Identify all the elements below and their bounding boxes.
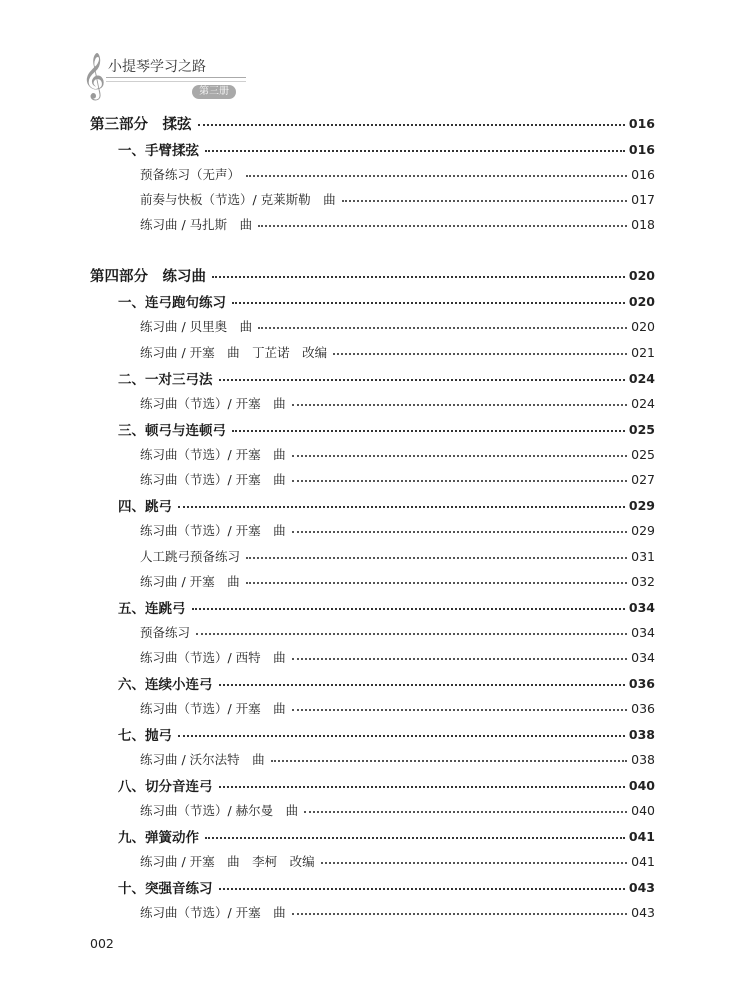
dot-leader	[246, 582, 627, 584]
toc-item[interactable]: 练习曲 / 贝里奥 曲 020	[140, 318, 655, 334]
toc-item[interactable]: 练习曲 / 开塞 曲 李柯 改编 041	[140, 853, 655, 869]
dot-leader	[246, 557, 627, 559]
toc-item[interactable]: 练习曲 / 开塞 曲 丁芷诺 改编 021	[140, 344, 655, 360]
page-number: 002	[90, 936, 114, 951]
toc-item[interactable]: 练习曲 / 开塞 曲 032	[140, 573, 655, 589]
dot-leader	[304, 811, 627, 813]
toc-section[interactable]: 六、连续小连弓 036	[118, 675, 655, 693]
dot-leader	[178, 735, 625, 737]
toc-section[interactable]: 十、突强音练习 043	[118, 879, 655, 897]
dot-leader	[212, 276, 625, 278]
dot-leader	[205, 837, 625, 839]
dot-leader	[292, 913, 627, 915]
toc-section[interactable]: 五、连跳弓 034	[118, 599, 655, 617]
dot-leader	[292, 658, 627, 660]
toc-item[interactable]: 练习曲（节选）/ 开塞 曲 027	[140, 471, 655, 487]
toc-item[interactable]: 练习曲（节选）/ 开塞 曲 036	[140, 700, 655, 716]
toc-item[interactable]: 练习曲 / 马扎斯 曲 018	[140, 216, 655, 232]
dot-leader	[292, 480, 627, 482]
dot-leader	[292, 455, 627, 457]
toc-section[interactable]: 九、弹簧动作 041	[118, 828, 655, 846]
toc-section[interactable]: 七、抛弓 038	[118, 726, 655, 744]
dot-leader	[258, 225, 627, 227]
dot-leader	[292, 709, 627, 711]
dot-leader	[205, 150, 625, 152]
toc-item[interactable]: 练习曲（节选）/ 开塞 曲 024	[140, 395, 655, 411]
dot-leader	[246, 175, 627, 177]
dot-leader	[198, 124, 625, 126]
book-title: 小提琴学习之路	[108, 59, 206, 75]
toc-section[interactable]: 三、顿弓与连顿弓 025	[118, 421, 655, 439]
toc-section[interactable]: 一、手臂揉弦 016	[118, 141, 655, 159]
toc-item[interactable]: 练习曲（节选）/ 开塞 曲 025	[140, 446, 655, 462]
dot-leader	[219, 379, 625, 381]
toc-part[interactable]: 第四部分 练习曲 020	[90, 267, 655, 285]
toc-item[interactable]: 预备练习 034	[140, 624, 655, 640]
dot-leader	[232, 302, 625, 304]
toc-section[interactable]: 二、一对三弓法 024	[118, 370, 655, 388]
dot-leader	[196, 633, 627, 635]
toc-item[interactable]: 练习曲（节选）/ 西特 曲 034	[140, 649, 655, 665]
dot-leader	[292, 531, 627, 533]
toc-section[interactable]: 一、连弓跑句练习 020	[118, 293, 655, 311]
dot-leader	[321, 862, 627, 864]
toc-item[interactable]: 练习曲（节选）/ 开塞 曲 043	[140, 904, 655, 920]
toc-item[interactable]: 人工跳弓预备练习 031	[140, 548, 655, 564]
dot-leader	[192, 608, 625, 610]
toc-item[interactable]: 练习曲（节选）/ 开塞 曲 029	[140, 522, 655, 538]
dot-leader	[292, 404, 627, 406]
dot-leader	[258, 327, 627, 329]
dot-leader	[333, 353, 627, 355]
dot-leader	[271, 760, 627, 762]
treble-clef-icon: 𝄞	[82, 53, 106, 99]
dot-leader	[219, 684, 625, 686]
toc-item[interactable]: 预备练习（无声） 016	[140, 166, 655, 182]
dot-leader	[342, 200, 627, 202]
dot-leader	[178, 506, 625, 508]
toc-item[interactable]: 前奏与快板（节选）/ 克莱斯勒 曲 017	[140, 191, 655, 207]
dot-leader	[219, 888, 625, 890]
toc-section[interactable]: 四、跳弓 029	[118, 497, 655, 515]
toc-item[interactable]: 练习曲 / 沃尔法特 曲 038	[140, 751, 655, 767]
volume-badge: 第三册	[192, 85, 236, 99]
toc-part[interactable]: 第三部分 揉弦 016	[90, 115, 655, 133]
toc-item[interactable]: 练习曲（节选）/ 赫尔曼 曲 040	[140, 802, 655, 818]
dot-leader	[219, 786, 625, 788]
toc-section[interactable]: 八、切分音连弓 040	[118, 777, 655, 795]
dot-leader	[232, 430, 625, 432]
